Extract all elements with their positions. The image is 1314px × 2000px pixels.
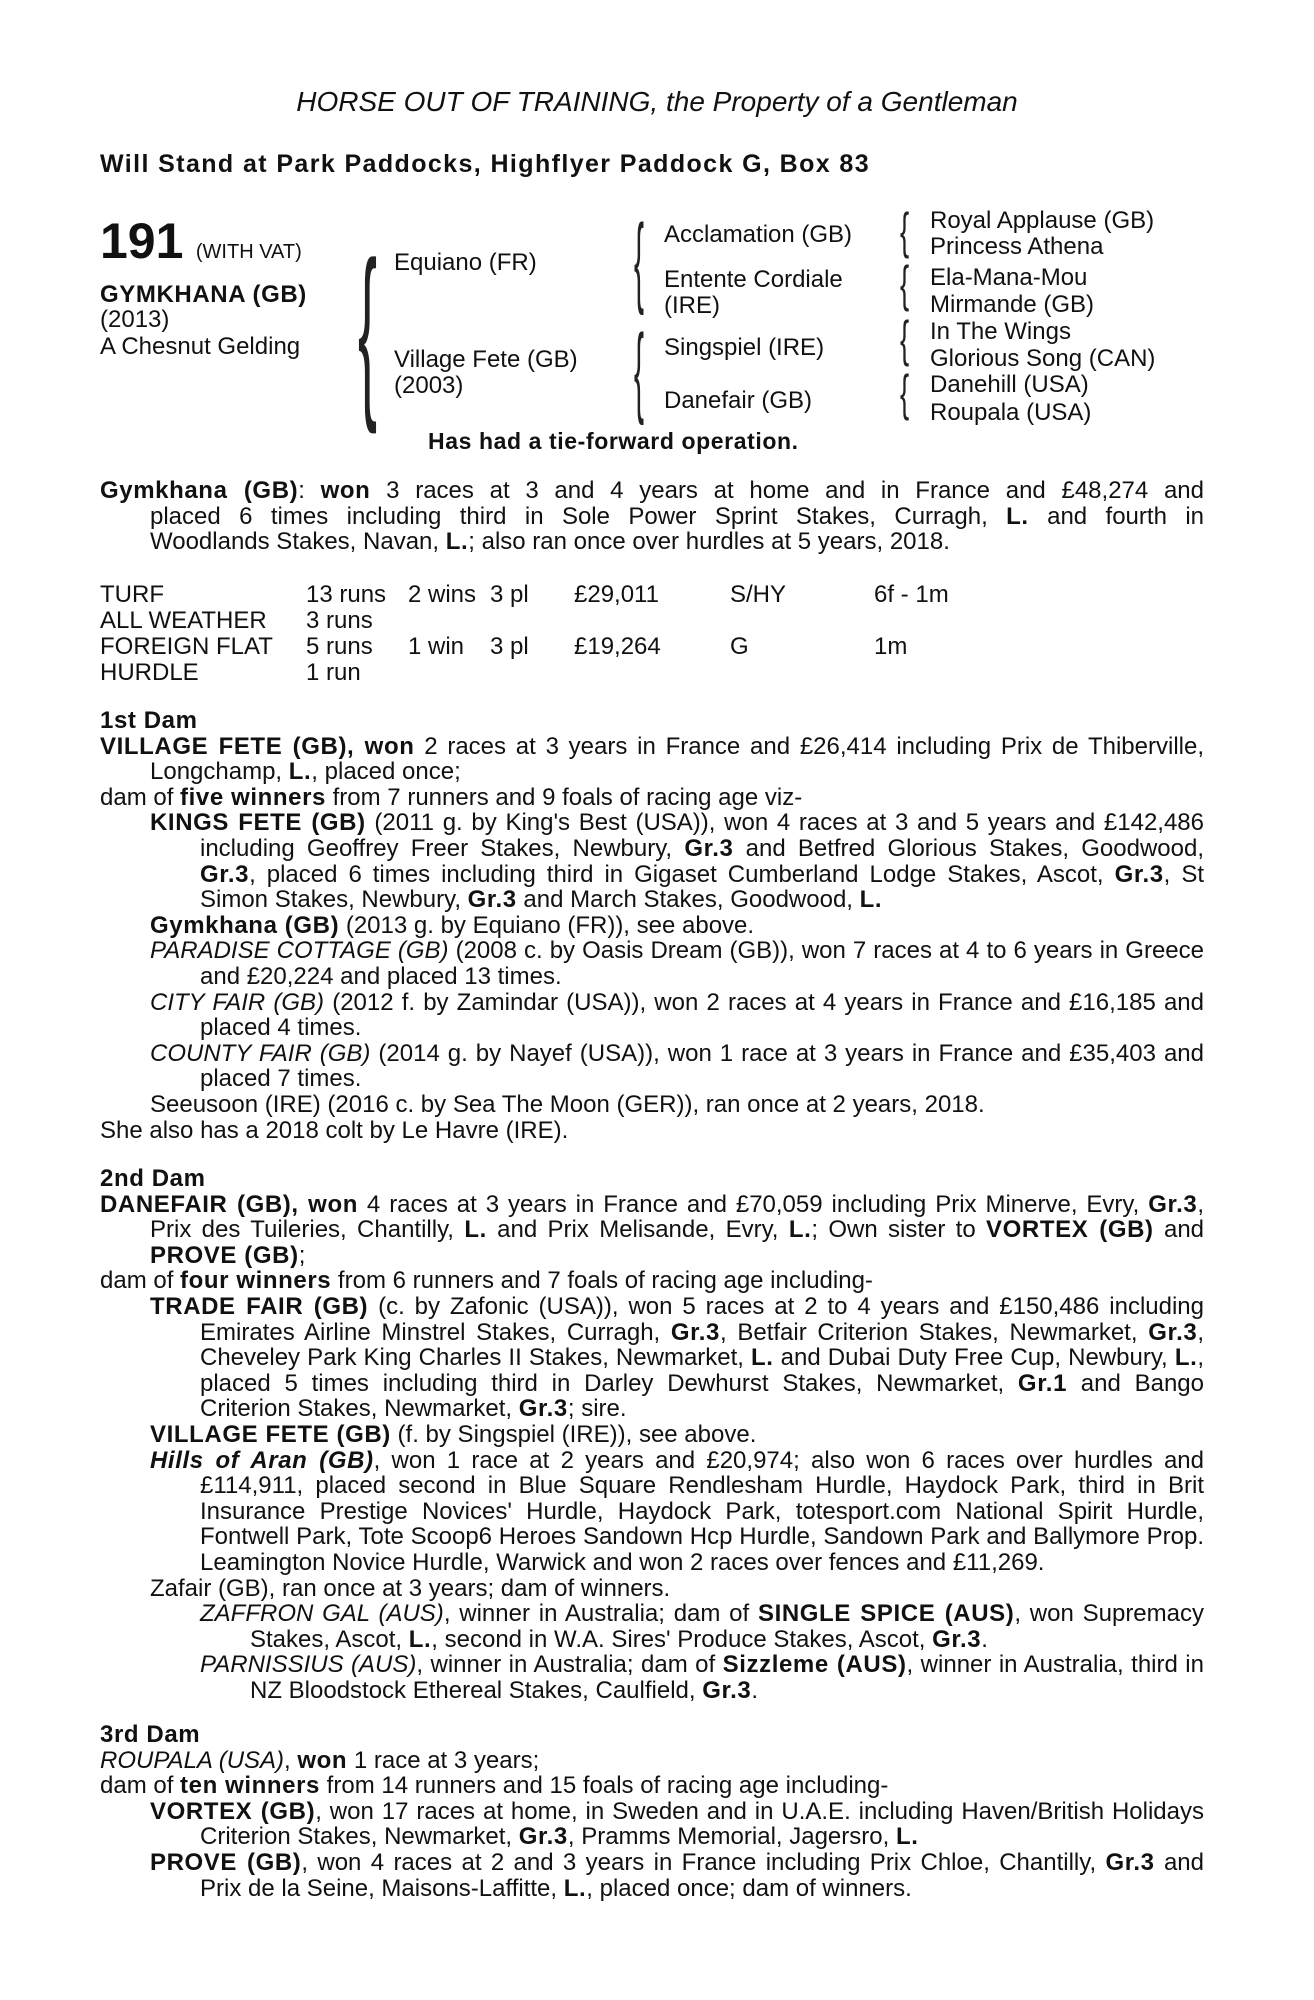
record-type: ALL WEATHER: [100, 607, 267, 634]
dam1-damof: dam of: [100, 783, 181, 811]
progeny-name: COUNTY FAIR (GB): [150, 1039, 371, 1067]
brace-g1: {: [900, 203, 910, 259]
grand-progeny-name: ZAFFRON GAL (AUS): [200, 1600, 444, 1628]
horse-year: (2013): [100, 306, 170, 333]
progeny-name: KINGS FETE (GB): [150, 809, 366, 837]
dam1-also: She also has a 2018 colt by Le Havre (IRE).: [100, 1116, 569, 1144]
grade-mark: Gr.3: [1148, 1190, 1198, 1218]
grade-mark: Gr.3: [1114, 860, 1164, 888]
grand-progeny-name: PARNISSIUS (AUS): [200, 1651, 417, 1679]
progeny-text: , Betfair Criterion Stakes, Newmarket,: [720, 1318, 1149, 1346]
summary-l3c: ; also ran once over hurdles at 5 years, 2018.: [468, 528, 950, 556]
record-type: FOREIGN FLAT: [100, 633, 273, 660]
summary: Gymkhana (GB): won 3 races at 3 and 4 years at home and in France and £48,274 and placed 6 times including third in Sole Power Sprint Stakes, Curragh, L. and fourth in Woodlands Stakes, Navan, L.; also ran once over hurdles at 5 years, 2018.: [100, 477, 1204, 556]
record-going: S/HY: [730, 581, 787, 608]
grand-progeny-name: SINGLE SPICE (AUS): [757, 1600, 1015, 1628]
lot-number: [100, 212, 302, 270]
sdd: Mirmande (GB): [930, 291, 1095, 318]
brace-g4: {: [900, 365, 910, 421]
grade-mark: Gr.3: [670, 1318, 720, 1346]
listed-mark: L.: [464, 1216, 487, 1244]
table-row: [100, 634, 1200, 660]
progeny-text: (2014 g. by Nayef (USA)), won 1 race at 3 years in France and £35,403 and placed 7 times.: [200, 1039, 1204, 1093]
grade-mark: Gr.3: [1105, 1848, 1155, 1876]
record-placed: 3 pl: [490, 633, 529, 660]
sibling-name: PROVE (GB): [150, 1241, 299, 1269]
summary-l2-listed: L.: [1006, 502, 1029, 530]
brace-sire-dam: {: [358, 223, 378, 435]
grade-mark: Gr.3: [702, 1676, 752, 1704]
progeny-text: and Betfred Glorious Stakes, Goodwood,: [733, 834, 1204, 862]
progeny-text: (f. by Singspiel (IRE)), see above.: [390, 1420, 757, 1448]
dam2-name: DANEFAIR (GB), won: [100, 1190, 358, 1218]
progeny-text: , placed once; dam of winners.: [586, 1874, 912, 1902]
dam3-damof: dam of: [100, 1772, 181, 1800]
listed-mark: L.: [788, 1216, 812, 1244]
dam-year: (2003): [394, 372, 464, 399]
grade-mark: Gr.1: [1017, 1369, 1068, 1397]
listed-mark: L.: [1174, 1344, 1198, 1372]
lot-number-value: 191: [100, 213, 184, 269]
record-type: TURF: [100, 581, 164, 608]
sss: Royal Applause (GB): [930, 207, 1155, 234]
dam1-text: , placed once;: [311, 758, 461, 786]
brace-dam-parents: {: [634, 314, 645, 426]
progeny-text: and March Stakes, Goodwood,: [516, 886, 860, 914]
grand-progeny-text: .: [751, 1676, 758, 1704]
record-wins: 2 wins: [408, 581, 477, 608]
sibling-name: VORTEX (GB): [986, 1216, 1154, 1244]
dam-dam: Danefair (GB): [664, 387, 813, 414]
grand-progeny-text: , winner in Australia; dam of: [416, 1651, 723, 1679]
grand-progeny-text: , winner in Australia; dam of: [443, 1600, 758, 1628]
second-dam-section: [100, 1166, 1204, 1703]
summary-l2c: and fourth in: [1028, 502, 1204, 530]
listed-mark: L.: [895, 1823, 919, 1851]
ssd: Princess Athena: [930, 233, 1104, 260]
record-distance: 6f - 1m: [874, 581, 949, 608]
dam2-text: 4 races at 3 years in France and £70,059 including Prix Minerve, Evry,: [357, 1190, 1149, 1218]
grade-mark: Gr.3: [518, 1395, 568, 1423]
progeny-text: , won 1 race at 2 years and £20,974; also won 6 races over hurdles and £114,911, placed second in Blue Square Rendlesham Hurdle, Haydock Park, third in Brit Insurance Prestige Novices' Hurdle, Haydock Park, totesport.com National Spirit Hurdle, Fontwell Park, Tote Scoop6 Heroes Sandown Hcp Hurdle, Sandown Park and Ballymore Prop. Leamington Novice Hurdle, Warwick and won 2 races over fences and £11,269.: [200, 1446, 1204, 1576]
summary-l1: 3 races at 3 and 4 years at home and in France and £48,274 and: [370, 477, 1204, 504]
operation-note: Has had a tie-forward operation.: [428, 428, 799, 454]
dam3-won: won: [297, 1746, 348, 1774]
sire: Equiano (FR): [394, 249, 537, 276]
progeny-text: , placed 6 times including third in Gigaset Cumberland Lodge Stakes, Ascot,: [249, 860, 1115, 888]
dam3-damof: from 14 runners and 15 foals of racing age including-: [320, 1772, 889, 1800]
section-heading: 3rd Dam: [100, 1721, 201, 1748]
table-row: [100, 608, 1200, 634]
progeny-name: TRADE FAIR (GB): [150, 1292, 369, 1320]
brace-sire-parents: {: [634, 204, 645, 316]
record-runs: 13 runs: [306, 581, 387, 608]
dam1-damof: from 7 runners and 9 foals of racing age viz-: [325, 783, 803, 811]
sire-dam-country: (IRE): [664, 292, 720, 319]
record-money: £29,011: [574, 581, 659, 608]
progeny-text: ; sire.: [567, 1395, 627, 1423]
progeny-name: PROVE (GB): [150, 1848, 302, 1876]
progeny-name: VILLAGE FETE (GB): [150, 1420, 391, 1448]
progeny-text: , won 17 races at home, in Sweden and in U.A.E. including Haven/British Holidays Criterion Stakes, Newmarket,: [200, 1797, 1205, 1851]
dam3-text: 1 race at 3 years;: [347, 1746, 540, 1774]
dam2-text: and Prix Melisande, Evry,: [486, 1216, 789, 1244]
grand-progeny-text: , winner in Australia, third in NZ Bloodstock Ethereal Stakes, Caulfield,: [250, 1651, 1204, 1704]
grade-mark: Gr.3: [684, 834, 734, 862]
dam2-winners: four winners: [180, 1267, 332, 1295]
summary-won: won: [320, 477, 371, 504]
progeny-name: Gymkhana (GB): [150, 911, 340, 939]
sds: Ela-Mana-Mou: [930, 264, 1088, 291]
stand-location: Will Stand at Park Paddocks, Highflyer Paddock G, Box 83: [100, 150, 871, 178]
section-heading: 2nd Dam: [100, 1165, 206, 1192]
dam: Village Fete (GB): [394, 346, 578, 373]
progeny-text: , Cheveley Park King Charles II Stakes, Newmarket,: [200, 1318, 1204, 1372]
grand-progeny-name: Sizzleme (AUS): [722, 1651, 907, 1679]
progeny-text: (2012 f. by Zamindar (USA)), won 2 races at 4 years in France and £16,185 and placed 4 times.: [200, 988, 1204, 1042]
listed-mark: L.: [288, 758, 312, 786]
grade-mark: Gr.3: [467, 886, 517, 914]
race-record-table: [100, 582, 1200, 686]
progeny-text: (2013 g. by Equiano (FR)), see above.: [339, 911, 755, 939]
dam1-text: 2 races at 3 years in France and £26,414 including Prix de Thiberville, Longchamp,: [150, 732, 1204, 786]
record-going: G: [730, 633, 749, 660]
summary-l3: Woodlands Stakes, Navan,: [150, 528, 446, 556]
dsd: Glorious Song (CAN): [930, 345, 1156, 372]
record-distance: 1m: [874, 633, 908, 660]
page-title: HORSE OUT OF TRAINING, the Property of a Gentleman: [296, 86, 1018, 117]
summary-l2: placed 6 times including third in Sole Power Sprint Stakes, Curragh,: [150, 502, 1007, 530]
record-runs: 5 runs: [306, 633, 373, 660]
grade-mark: Gr.3: [1148, 1318, 1198, 1346]
dss: In The Wings: [930, 318, 1071, 345]
record-wins: 1 win: [408, 633, 465, 660]
record-money: £19,264: [574, 633, 661, 660]
dam2-text: ; Own sister to: [811, 1216, 987, 1244]
record-runs: 1 run: [306, 659, 361, 686]
progeny-text: and Dubai Duty Free Cup, Newbury,: [773, 1344, 1175, 1372]
dam-sire: Singspiel (IRE): [664, 334, 825, 361]
dam2-damof: from 6 runners and 7 foals of racing age including-: [331, 1267, 873, 1295]
progeny-name: CITY FAIR (GB): [150, 988, 325, 1016]
progeny-name: Hills of Aran (GB): [150, 1446, 374, 1474]
section-heading: 1st Dam: [100, 707, 198, 734]
table-row: [100, 660, 1200, 686]
dam3-name: ROUPALA (USA): [100, 1746, 285, 1774]
progeny-text: , Pramms Memorial, Jagersro,: [567, 1823, 896, 1851]
listed-mark: L.: [859, 886, 883, 914]
progeny-text: , placed 5 times including third in Darley Dewhurst Stakes, Newmarket,: [200, 1344, 1205, 1397]
sire-dam: Entente Cordiale: [664, 266, 843, 293]
grade-mark: Gr.3: [932, 1625, 982, 1653]
dam2-damof: dam of: [100, 1267, 181, 1295]
ddd: Roupala (USA): [930, 399, 1092, 426]
dam2-text: , Prix des Tuileries, Chantilly,: [150, 1190, 1205, 1244]
progeny-text: , St Simon Stakes, Newbury,: [200, 860, 1204, 914]
brace-g3: {: [900, 311, 910, 367]
grand-progeny-text: .: [981, 1625, 988, 1653]
sire-sire: Acclamation (GB): [664, 221, 853, 248]
progeny-text: Zafair (GB), ran once at 3 years; dam of winners.: [150, 1574, 671, 1602]
progeny-name: VORTEX (GB): [150, 1797, 316, 1825]
grade-mark: Gr.3: [200, 860, 250, 888]
dam3-winners: ten winners: [180, 1772, 321, 1800]
progeny-text: (2008 c. by Oasis Dream (GB)), won 7 races at 4 to 6 years in Greece and £20,224 and placed 13 times.: [200, 937, 1205, 990]
horse-name: GYMKHANA (GB): [100, 281, 307, 308]
record-type: HURDLE: [100, 659, 199, 686]
dam2-text: and: [1153, 1216, 1205, 1244]
progeny-text: , won 4 races at 2 and 3 years in France including Prix Chloe, Chantilly,: [301, 1848, 1106, 1876]
vat-note: (WITH VAT): [195, 241, 302, 263]
listed-mark: L.: [563, 1874, 587, 1902]
grade-mark: Gr.3: [518, 1823, 568, 1851]
dds: Danehill (USA): [930, 371, 1089, 398]
dam2-text: ;: [298, 1241, 306, 1269]
horse-description: A Chesnut Gelding: [100, 333, 301, 360]
progeny-text: (c. by Zafonic (USA)), won 5 races at 2 to 4 years and £150,486 including Emirates Airline Minstrel Stakes, Curragh,: [200, 1292, 1204, 1346]
summary-name: Gymkhana (GB): [100, 477, 299, 504]
progeny-text: and Prix de la Seine, Maisons-Laffitte,: [200, 1848, 1204, 1902]
listed-mark: L.: [751, 1344, 774, 1372]
progeny-text: and Bango Criterion Stakes, Newmarket,: [200, 1369, 1204, 1423]
first-dam-section: [100, 708, 1204, 1143]
progeny-text: (2011 g. by King's Best (USA)), won 4 races at 3 and 5 years and £142,486 including Geoffrey Freer Stakes, Newbury,: [200, 809, 1204, 862]
summary-l3-listed: L.: [445, 528, 469, 556]
table-row: [100, 582, 1200, 608]
listed-mark: L.: [408, 1625, 432, 1653]
grand-progeny-text: , second in W.A. Sires' Produce Stakes, Ascot,: [431, 1625, 933, 1653]
third-dam-section: 3rd Dam ROUPALA (USA), won 1 race at 3 years; dam of ten winners from 14 runners and 15 foals of racing age including- VORTEX (GB), won 17 races at home, in Sweden and in U.A.E. including Haven/British Holidays Criterion Stakes, Newmarket, Gr.3, Pramms Memorial, Jagersro, L. PROVE (GB), won 4 races at 2 and 3 years in France including Prix Chloe, Chantilly, Gr.3 and Prix de la Seine, Maisons-Laffitte, L., placed once; dam of winners.: [100, 1721, 1205, 1902]
record-placed: 3 pl: [490, 581, 529, 608]
progeny-name: PARADISE COTTAGE (GB): [150, 937, 449, 965]
grand-progeny-text: , won Supremacy Stakes, Ascot,: [250, 1600, 1204, 1653]
dam1-name: VILLAGE FETE (GB), won: [100, 732, 415, 760]
record-runs: 3 runs: [306, 607, 373, 634]
progeny-text: Seeusoon (IRE) (2016 c. by Sea The Moon (GER)), ran once at 2 years, 2018.: [150, 1090, 985, 1118]
brace-g2: {: [900, 256, 910, 312]
dam1-winners: five winners: [180, 783, 326, 811]
